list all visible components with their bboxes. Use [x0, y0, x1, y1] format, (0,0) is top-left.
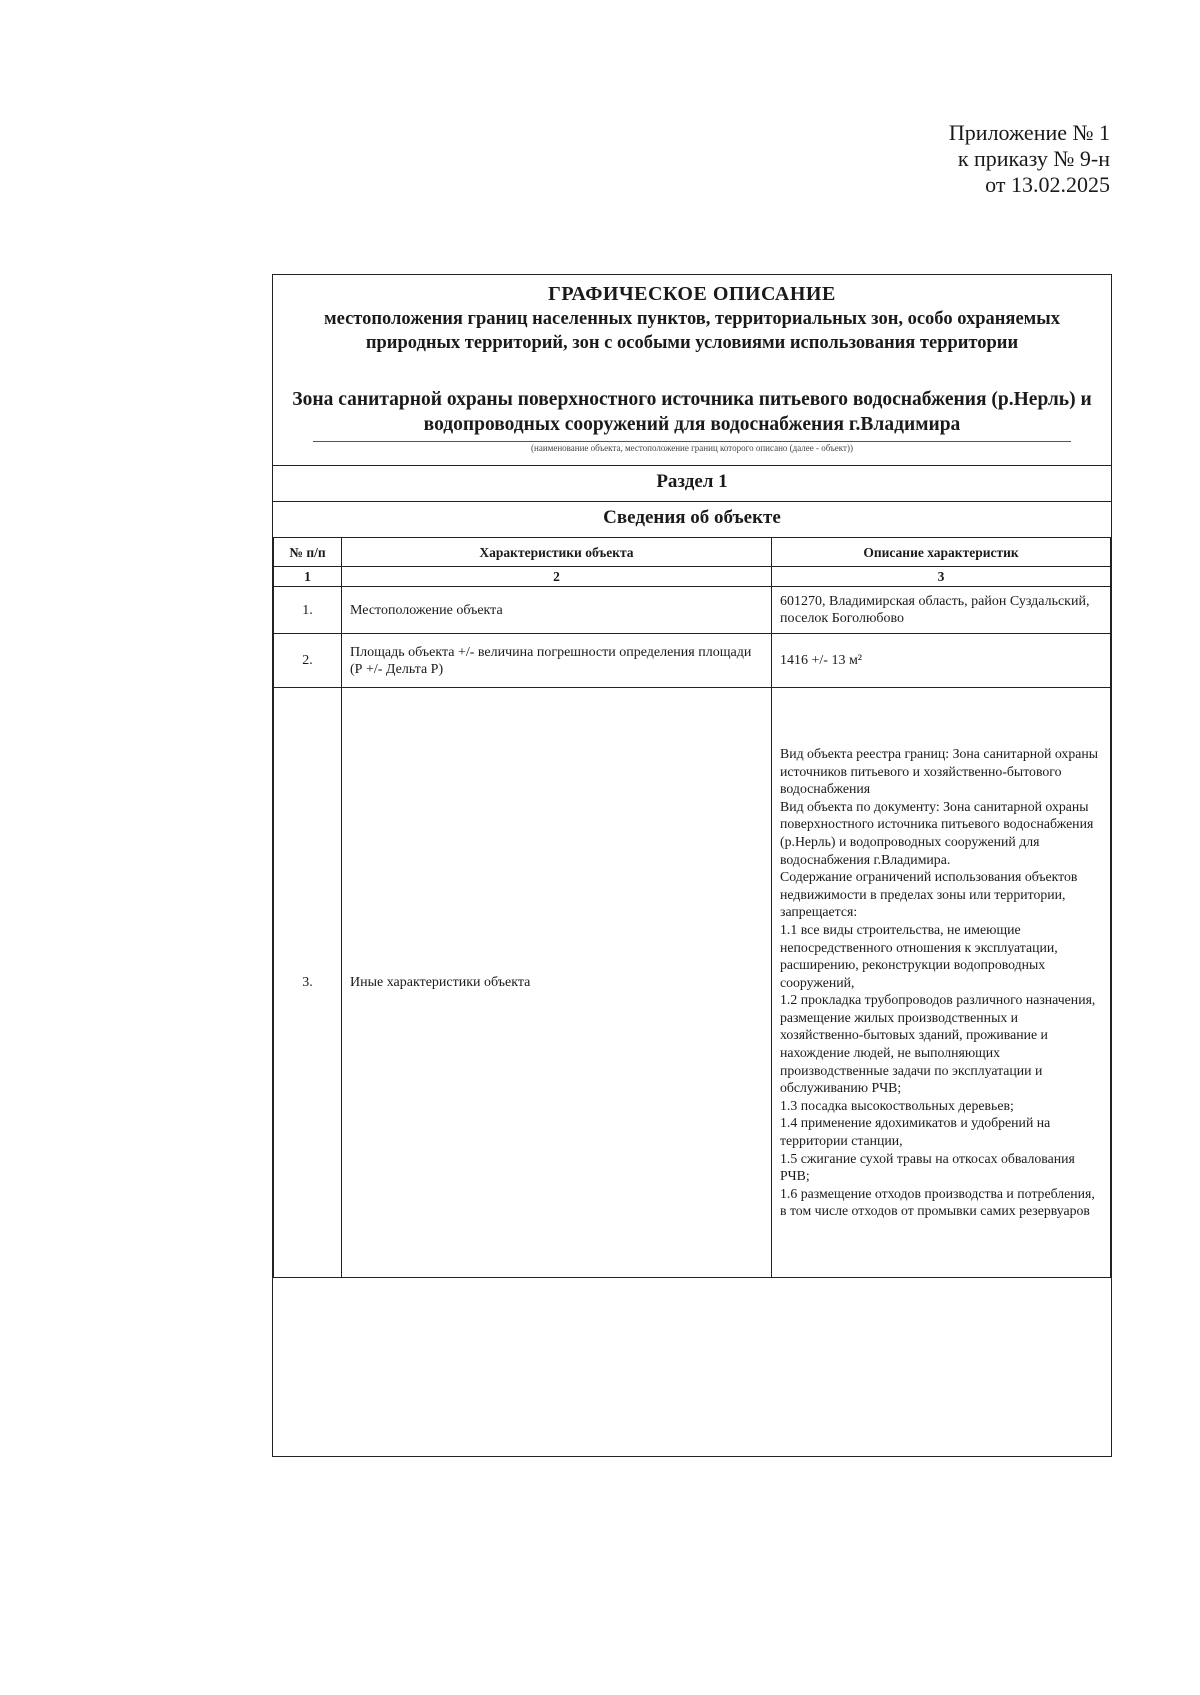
table-row [274, 587, 1111, 634]
description-line: Вид объекта по документу: Зона санитарной охраны поверхностного источника питьевого водоснабжения (р.Нерль) и водопроводных сооружений для водоснабжения г.Владимира. [780, 798, 1094, 867]
separator-line [273, 501, 1111, 502]
description-line: 1.5 сжигание сухой травы на откосах обвалования РЧВ; [780, 1150, 1075, 1184]
column-number: 1 [274, 567, 342, 587]
empty-bottom-area [273, 1303, 1111, 1456]
order-number: к приказу № 9-н [957, 146, 1110, 171]
description-line: Вид объекта реестра границ: Зона санитарной охраны источников питьевого и хозяйственно-бытового водоснабжения [780, 745, 1098, 797]
section-title: Сведения об объекте [603, 507, 781, 528]
column-number: 2 [342, 567, 772, 587]
column-number: 3 [772, 567, 1111, 587]
description-line: 1.1 все виды строительства, не имеющие непосредственного отношения к эксплуатации, расширению, реконструкции водопроводных сооружений, [780, 921, 1058, 990]
table-header-row [274, 538, 1111, 567]
row-characteristic: Площадь объекта +/- величина погрешности определения площади (Р +/- Дельта Р) [342, 634, 772, 688]
column-header: № п/п [274, 538, 342, 567]
row-description: 601270, Владимирская область, район Суздальский, поселок Боголюбово [772, 587, 1111, 634]
object-name-caption: (наименование объекта, местоположение границ которого описано (далее - объект)) [531, 443, 853, 453]
row-number: 2. [274, 634, 342, 688]
description-line: 1.3 посадка высокоствольных деревьев; [780, 1097, 1014, 1113]
row-number: 3. [274, 688, 342, 1278]
object-name: Зона санитарной охраны поверхностного источника питьевого водоснабжения (р.Нерль) и водопроводных сооружений для водоснабжения г.Владимира [292, 389, 1092, 435]
object-info-table [273, 537, 1111, 1278]
separator-line [273, 465, 1111, 466]
description-line: 1.6 размещение отходов производства и потребления, в том числе отходов от промывки самих резервуаров [780, 1185, 1095, 1219]
description-line: Содержание ограничений использования объектов недвижимости в пределах зоны или территории, запрещается: [780, 869, 1078, 920]
description-line: 1.4 применение ядохимикатов и удобрений на территории станции, [780, 1115, 1051, 1149]
appendix-number: Приложение № 1 [948, 120, 1110, 145]
restrictions-list [780, 743, 1102, 1222]
row-description [772, 688, 1111, 1278]
table-row [274, 688, 1111, 1278]
row-characteristic: Иные характеристики объекта [342, 688, 772, 1278]
document-title: ГРАФИЧЕСКОЕ ОПИСАНИЕ [548, 283, 836, 305]
table-row [274, 634, 1111, 688]
appendix-reference [949, 120, 1110, 198]
column-header: Описание характеристик [772, 538, 1111, 567]
caption-underline [313, 441, 1071, 442]
row-characteristic: Местоположение объекта [342, 587, 772, 634]
row-number: 1. [274, 587, 342, 634]
description-line: 1.2 прокладка трубопроводов различного назначения, размещение жилых производственных и хозяйственно-бытовых зданий, проживание и нахождение людей, не выполняющих производственные задачи по эксплуатации и обслуживанию РЧВ; [780, 992, 1096, 1096]
section-label: Раздел 1 [656, 471, 728, 492]
document-subtitle: местоположения границ населенных пунктов, территориальных зон, особо охраняемых природных территорий, зон с особыми условиями использования территории [324, 309, 1060, 353]
column-header: Характеристики объекта [342, 538, 772, 567]
document-frame [272, 274, 1112, 1457]
order-date: от 13.02.2025 [985, 172, 1110, 197]
row-description: 1416 +/- 13 м² [772, 634, 1111, 688]
column-number-row [274, 567, 1111, 587]
